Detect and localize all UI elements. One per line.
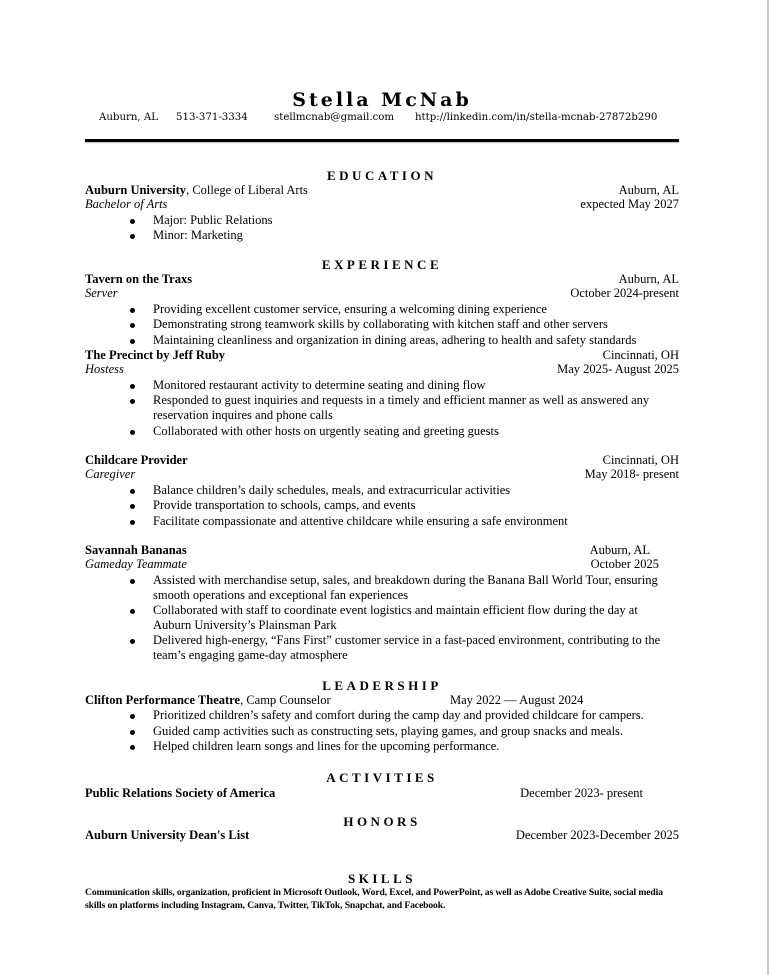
contact-phone: 513-371-3334 (176, 112, 248, 123)
job-date: May 2018- present (584, 467, 679, 481)
bullet-icon (130, 339, 135, 344)
bullet-icon (130, 308, 135, 313)
education-school-line (85, 183, 679, 198)
job-role: Hostess (85, 362, 124, 376)
section-title-skills: SKILLS (348, 871, 416, 886)
job-org: Tavern on the Traxs (85, 272, 193, 286)
education-location: Auburn, AL (618, 183, 679, 197)
bullet-icon (130, 609, 135, 614)
bullet-icon (130, 234, 135, 239)
leadership-date: May 2022 — August 2024 (450, 693, 584, 707)
list-item: Prioritized children’s safety and comfort during the camp day and provided childcare for campers. (130, 708, 675, 723)
job-location: Auburn, AL (618, 272, 679, 286)
list-item: Maintaining cleanliness and organization in dining areas, adhering to health and safety standards (130, 333, 675, 348)
job-location: Cincinnati, OH (602, 348, 679, 362)
honors-name: Auburn University Dean's List (85, 828, 250, 842)
job-header (85, 272, 679, 287)
education-date: expected May 2027 (580, 197, 679, 211)
list-item: Guided camp activities such as constructing sets, playing games, and group snacks and meals. (130, 724, 675, 739)
list-item: Helped children learn songs and lines for the upcoming performance. (130, 739, 675, 754)
honors-date: December 2023-December 2025 (515, 828, 679, 842)
job-header (85, 543, 650, 558)
section-title-education: EDUCATION (327, 168, 437, 183)
list-item: Collaborated with staff to coordinate event logistics and maintain efficient flow during the day at Auburn University’s Plainsman Park (130, 603, 675, 634)
job-date: October 2025 (590, 557, 659, 571)
job-location: Cincinnati, OH (602, 453, 679, 467)
bullet-icon (130, 745, 135, 750)
list-item: Delivered high-energy, “Fans First” customer service in a fast-paced environment, contributing to the team’s engaging game-day atmosphere (130, 633, 675, 664)
bullet-icon (130, 219, 135, 224)
list-item: Minor: Marketing (130, 228, 675, 243)
job-role-line (85, 362, 679, 377)
job-org: Savannah Bananas (85, 543, 187, 557)
bullet-icon (130, 639, 135, 644)
education-school: Auburn University (85, 183, 187, 197)
bullet-icon (130, 399, 135, 404)
header-divider (85, 139, 679, 142)
job-role-line (85, 557, 659, 572)
contact-email[interactable]: stellmcnab@gmail.com (274, 112, 395, 123)
honors-item (85, 828, 679, 843)
section-title-leadership: LEADERSHIP (322, 678, 442, 693)
list-item: Collaborated with other hosts on urgently seating and greeting guests (130, 424, 675, 439)
bullet-icon (130, 384, 135, 389)
job-role: Gameday Teammate (85, 557, 187, 571)
bullet-icon (130, 714, 135, 719)
job-header (85, 348, 679, 363)
education-degree: Bachelor of Arts (85, 197, 168, 211)
list-item: Major: Public Relations (130, 213, 675, 228)
education-degree-line (85, 197, 679, 212)
leadership-org: Clifton Performance Theatre (85, 693, 241, 707)
list-item: Monitored restaurant activity to determine seating and dining flow (130, 378, 675, 393)
leadership-role: , Camp Counselor (240, 693, 331, 707)
activities-org: Public Relations Society of America (85, 786, 276, 800)
bullet-icon (130, 520, 135, 525)
section-title-experience: EXPERIENCE (321, 257, 443, 272)
activities-date: December 2023- present (520, 786, 643, 800)
job-org: The Precinct by Jeff Ruby (85, 348, 226, 362)
list-item: Balance children’s daily schedules, meals, and extracurricular activities (130, 483, 675, 498)
list-item: Assisted with merchandise setup, sales, and breakdown during the Banana Ball World Tour, ensuring smooth operations and exceptional fan experiences (130, 573, 675, 604)
list-item: Demonstrating strong teamwork skills by collaborating with kitchen staff and other servers (130, 317, 675, 332)
list-item: Provide transportation to schools, camps, and events (130, 498, 675, 513)
education-college: , College of Liberal Arts (186, 183, 308, 197)
candidate-name: Stella McNab (292, 89, 472, 111)
job-date: October 2024-present (570, 286, 679, 300)
job-role: Server (85, 286, 118, 300)
bullet-icon (130, 489, 135, 494)
section-title-activities: ACTIVITIES (326, 770, 438, 785)
contact-linkedin[interactable]: http://linkedin.com/in/stella-mcnab-27872b290 (415, 112, 658, 123)
bullet-icon (130, 730, 135, 735)
job-role-line (85, 286, 679, 301)
section-title-honors: HONORS (343, 814, 421, 829)
list-item: Providing excellent customer service, ensuring a welcoming dining experience (130, 302, 675, 317)
bullet-icon (130, 579, 135, 584)
leadership-header (85, 693, 679, 708)
contact-location: Auburn, AL (99, 112, 159, 123)
job-role: Caregiver (85, 467, 136, 481)
job-role-line (85, 467, 679, 482)
list-item: Facilitate compassionate and attentive childcare while ensuring a safe environment (130, 514, 675, 529)
job-location: Auburn, AL (589, 543, 650, 557)
skills-text: Communication skills, organization, proficient in Microsoft Outlook, Word, Excel, and PowerPoint, as well as Adobe Creative Suite, social media skills on platforms including Instagram, Canva, Twitter, TikTok, Snapchat, and Facebook. (85, 887, 663, 911)
bullet-icon (130, 323, 135, 328)
bullet-icon (130, 504, 135, 509)
bullet-icon (130, 430, 135, 435)
job-org: Childcare Provider (85, 453, 188, 467)
job-date: May 2025- August 2025 (557, 362, 679, 376)
list-item: Responded to guest inquiries and requests in a timely and efficient manner as well as answered any reservation inquires and phone calls (130, 393, 675, 424)
activities-item (85, 786, 643, 801)
job-header (85, 453, 679, 468)
